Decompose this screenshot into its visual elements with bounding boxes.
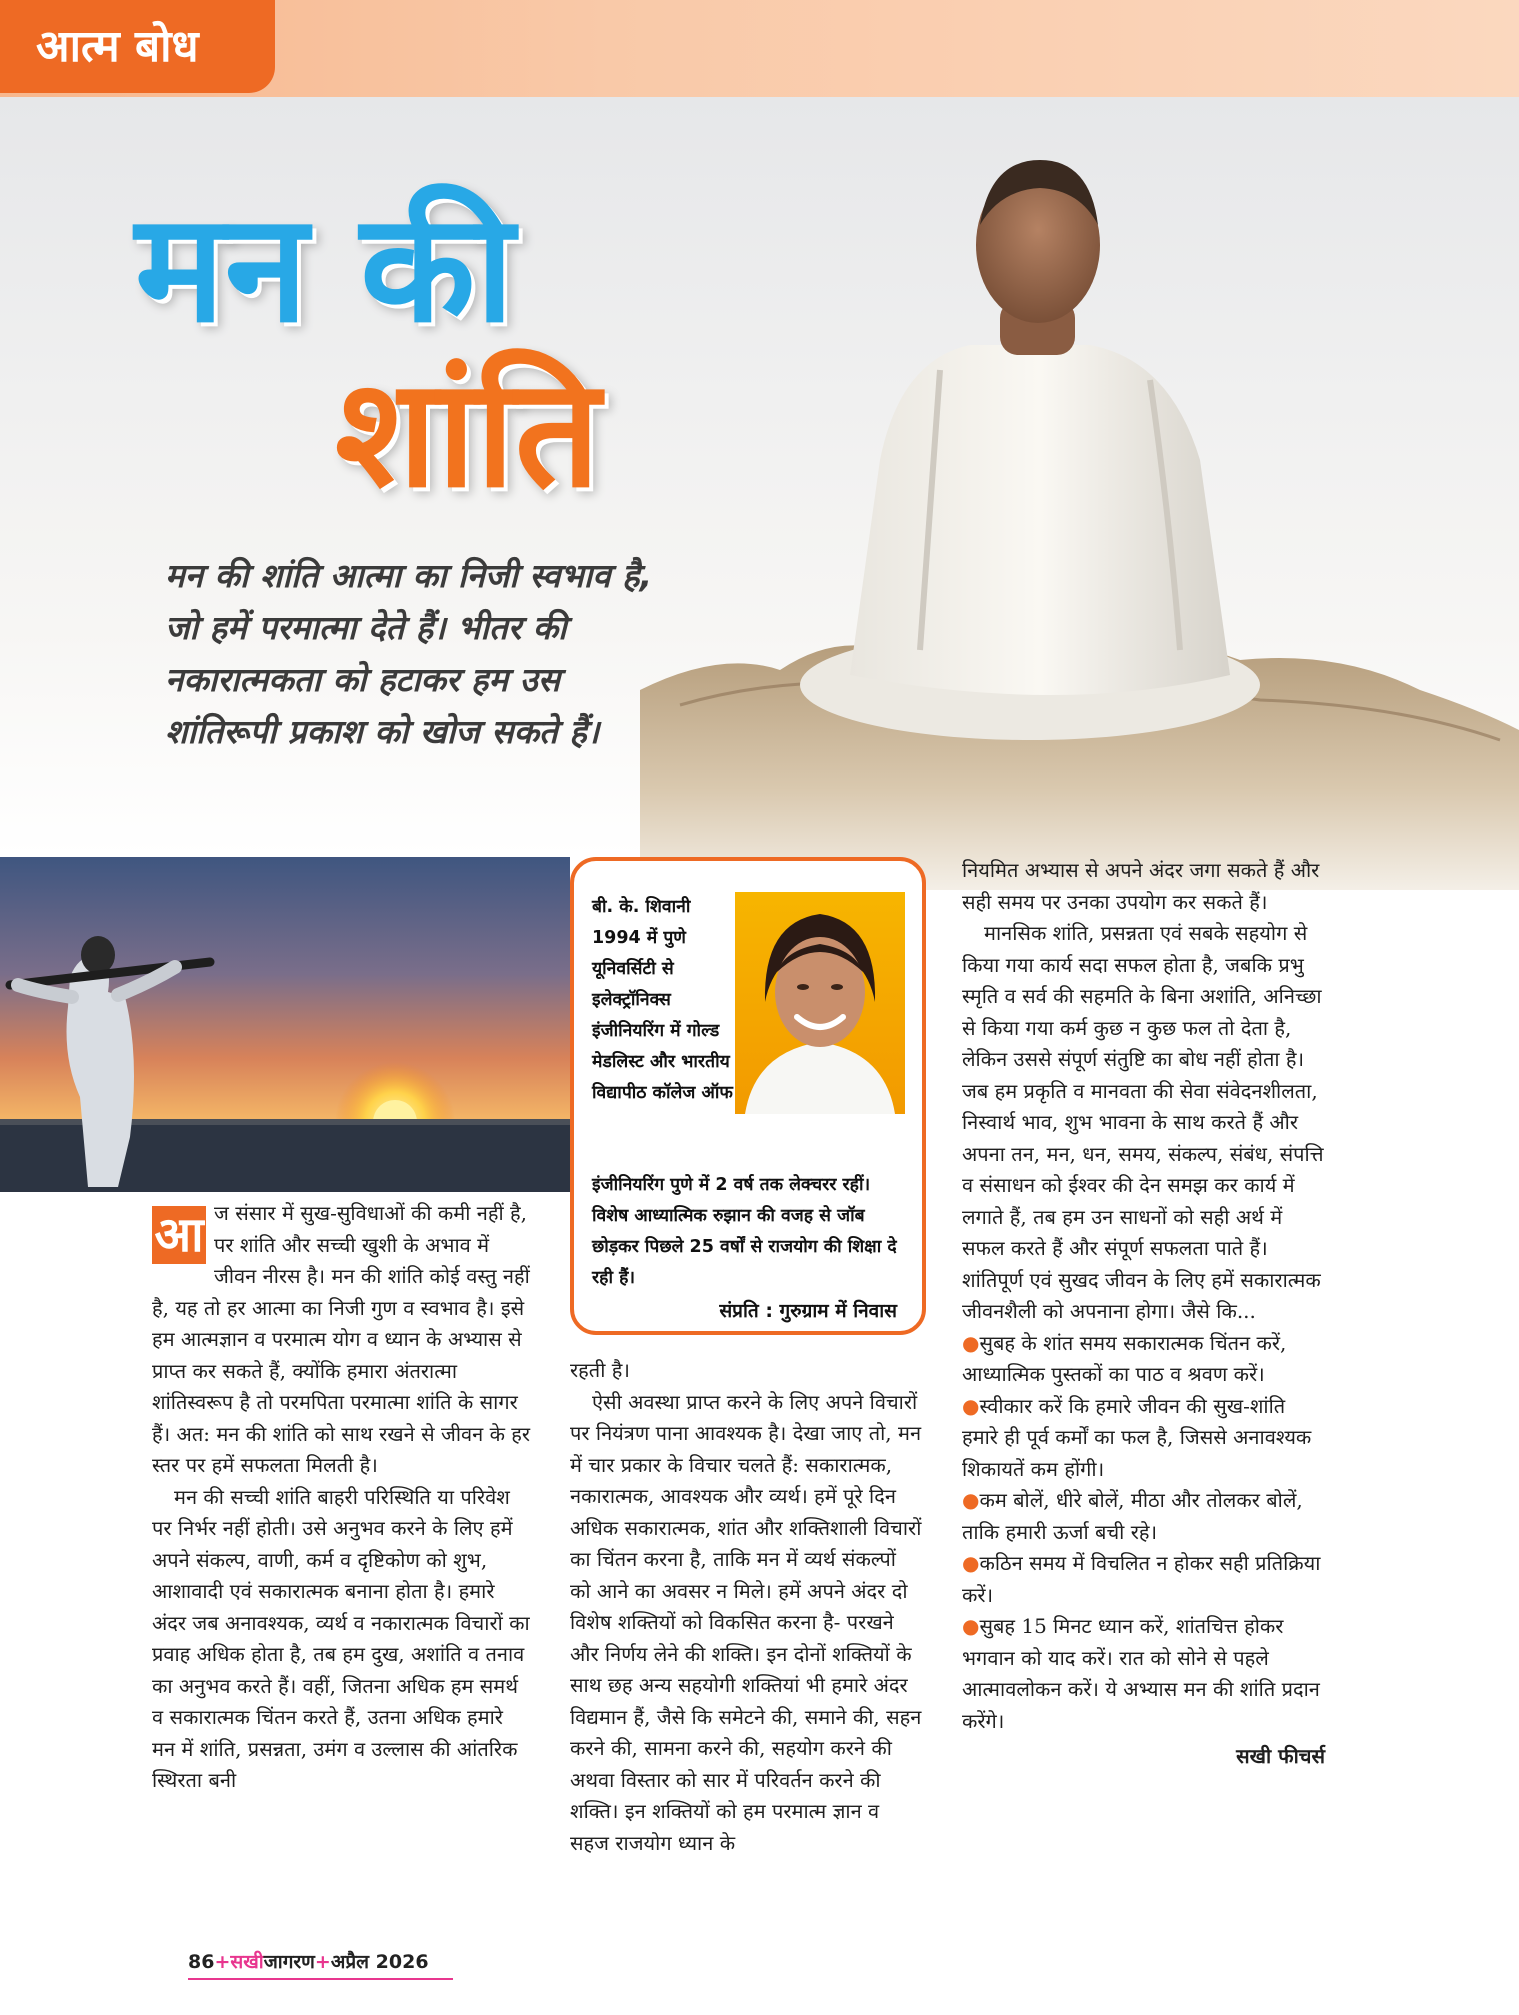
article-credit: सखी फीचर्स <box>1236 1744 1325 1768</box>
footer-rule <box>188 1978 453 1980</box>
plus-icon: + <box>214 1951 231 1973</box>
col3-paragraph-1: नियमित अभ्यास से अपने अंदर जगा सकते हैं और सही समय पर उनका उपयोग कर सकते हैं। <box>962 858 1320 914</box>
page-number: 86 <box>188 1951 215 1973</box>
issue-date: अप्रैल 2026 <box>330 1951 429 1973</box>
meditating-man-photo <box>640 130 1519 890</box>
bullet-dot-icon: ● <box>962 1614 980 1638</box>
bullet-dot-icon: ● <box>962 1488 980 1512</box>
col3-paragraph-2: मानसिक शांति, प्रसन्नता एवं सबके सहयोग से किया गया कार्य सदा सफल होता है, जबकि प्रभु स्मृति व सर्व की सहमति के बिना अशांति, अनिच्छा से किया गया कर्म कुछ न कुछ फल तो देता है, लेकिन उससे संपूर्ण संतुष्टि का बोध नहीं होता है। जब हम प्रकृति व मानवता की सेवा संवेदनशीलता, निस्वार्थ भाव, शुभ भावना के साथ करते हैं और अपना तन, मन, धन, समय, संकल्प, संबंध, संपत्ति व संसाधन को ईश्वर की देन समझ कर कार्य में लगाते हैं, तब हम उन साधनों को सही अर्थ में सफल करते हैं और संपूर्ण सफलता पाते हैं। शांतिपूर्ण एवं सुखद जीवन के लिए हमें सकारात्मक जीवनशैली को अपनाना होगा। जैसे कि... <box>962 921 1324 1323</box>
brand-sakhi: सखी <box>230 1951 264 1973</box>
bio-text-bottom: इंजीनियरिंग पुणे में 2 वर्ष तक लेक्चरर रहीं। विशेष आध्यात्मिक रुझान की वजह से जॉब छोड़कर पिछले 25 वर्षों से राजयोग की शिक्षा दे रही हैं। <box>592 1175 897 1288</box>
col1-paragraph-1: ज संसार में सुख-सुविधाओं की कमी नहीं है, पर शांति और सच्ची खुशी के अभाव में जीवन नीरस है। मन की शांति कोई वस्तु नहीं है, यह तो हर आत्मा का निजी गुण व स्वभाव है। इसे हम आत्मज्ञान व परमात्म योग व ध्यान के अभ्यास से प्राप्त कर सकते हैं, क्योंकि हमारा अंतरात्मा शांतिस्वरूप है तो परमपिता परमात्मा शांति के सागर हैं। अत: मन की शांति को साथ रखने से जीवन के हर स्तर पर हमें सफलता मिलती है। <box>152 1201 531 1477</box>
title-line-1: मन की <box>135 182 515 356</box>
bullet-item: ●कठिन समय में विचलित न होकर सही प्रतिक्रिया करें। <box>962 1551 1321 1607</box>
shivani-portrait <box>735 892 905 1114</box>
col2-paragraph-2: ऐसी अवस्था प्राप्त करने के लिए अपने विचारों पर नियंत्रण पाना आवश्यक है। देखा जाए तो, मन में चार प्रकार के विचार चलते हैं: सकारात्मक, नकारात्मक, आवश्यक और व्यर्थ। हमें पूरे दिन अधिक सकारात्मक, शांत और शक्तिशाली विचारों का चिंतन करना है, ताकि मन में व्यर्थ संकल्पों को आने का अवसर न मिले। हमें अपने अंदर दो विशेष शक्तियों को विकसित करना है- परखने और निर्णय लेने की शक्ति। इन दोनों शक्तियों के साथ छह अन्य सहयोगी शक्तियां भी हमारे अंदर विद्यमान हैं, जैसे कि समेटने की, समाने की, सहन करने की, सामना करने की, सहयोग करने की अथवा विस्तार को सार में परिवर्तन करने की शक्ति। इन शक्तियों को हम परमात्म ज्ञान व सहज राजयोग ध्यान के <box>570 1389 922 1855</box>
sunset-photo <box>0 857 570 1192</box>
drop-cap: आ <box>152 1206 206 1264</box>
bullet-item: ●कम बोलें, धीरे बोलें, मीठा और तोलकर बोलें, ताकि हमारी ऊर्जा बची रहे। <box>962 1488 1303 1544</box>
bullet-item: ●सुबह 15 मिनट ध्यान करें, शांतचित्त होकर भगवान को याद करें। रात को सोने से पहले आत्मावलोकन करें। ये अभ्यास मन की शांति प्रदान करेंगे। <box>962 1614 1320 1733</box>
bullet-item: ●स्वीकार करें कि हमारे जीवन की सुख-शांति हमारे ही पूर्व कर्मों का फल है, जिससे अनावश्यक शिकायतें कम होंगी। <box>962 1393 1312 1481</box>
bullet-dot-icon: ● <box>962 1551 980 1575</box>
intro-deck: मन की शांति आत्मा का निजी स्वभाव है, जो हमें परमात्मा देते हैं। भीतर की नकारात्मकता को हटाकर हम उस शांतिरूपी प्रकाश को खोज सकते हैं। <box>165 556 653 751</box>
bullet-item: ●सुबह के शांत समय सकारात्मक चिंतन करें, आध्यात्मिक पुस्तकों का पाठ व श्रवण करें। <box>962 1330 1287 1386</box>
col2-paragraph-1: रहती है। <box>570 1358 630 1382</box>
bullet-dot-icon: ● <box>962 1330 980 1355</box>
section-tab: आत्म बोध <box>0 0 275 93</box>
plus-icon: + <box>314 1951 331 1973</box>
title-line-2: शांति <box>335 347 601 521</box>
bio-location: संप्रति : गुरुग्राम में निवास <box>719 1300 897 1322</box>
col1-paragraph-2: मन की सच्ची शांति बाहरी परिस्थिति या परिवेश पर निर्भर नहीं होती। उसे अनुभव करने के लिए हमें अपने संकल्प, वाणी, कर्म व दृष्टिकोण को शुभ, आशावादी एवं सकारात्मक बनाना होता है। हमारे अंदर जब अनावश्यक, व्यर्थ व नकारात्मक विचारों का प्रवाह अधिक होता है, तब हम दुख, अशांति व तनाव का अनुभव करते हैं। वहीं, जितना अधिक हम समर्थ व सकारात्मक चिंतन करते हैं, उतना अधिक हमारे मन में शांति, प्रसन्नता, उमंग व उल्लास की आंतरिक स्थिरता बनी <box>152 1484 530 1792</box>
bullet-dot-icon: ● <box>962 1393 980 1418</box>
page-footer <box>188 1948 429 1974</box>
article-column-1 <box>152 1198 532 1797</box>
brand-jagran: जागरण <box>263 1951 315 1973</box>
article-column-3 <box>962 855 1325 1773</box>
article-column-2 <box>570 1355 922 1859</box>
bio-text-top: बी. के. शिवानी 1994 में पुणे यूनिवर्सिटी से इलेक्ट्रॉनिक्स इंजीनियरिंग में गोल्ड मेडलिस्ट और भारतीय विद्यापीठ कॉलेज ऑफ <box>592 897 733 1103</box>
